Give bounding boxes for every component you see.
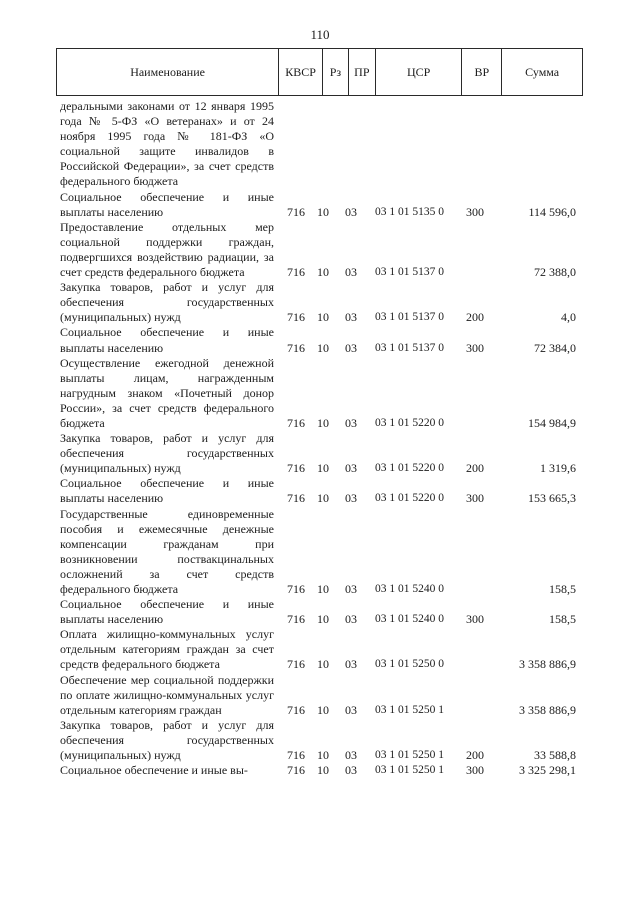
cell-sum: 33 588,8: [534, 748, 576, 763]
header-sum: Сумма: [525, 64, 560, 79]
table-row: [0, 431, 640, 476]
cell-kvsr: 716: [287, 763, 305, 778]
header-kvsr: КВСР: [279, 49, 323, 95]
cell-kvsr: 716: [287, 702, 305, 717]
table-row: [0, 627, 640, 672]
header-csr: ЦСР: [376, 49, 463, 95]
table-row: [0, 673, 640, 718]
cell-pr: 03: [345, 310, 357, 325]
cell-kvsr: 716: [287, 612, 305, 627]
cell-rz: 10: [317, 461, 329, 476]
cell-sum: 158,5: [549, 612, 576, 627]
cell-rz: 10: [317, 612, 329, 627]
table-row: [0, 718, 640, 763]
cell-rz: 10: [317, 702, 329, 717]
table-row: [0, 597, 640, 627]
cell-csr: 03 1 01 5220 0: [375, 492, 444, 505]
cell-name: Осуществление ежегодной денежной выплаты лицам, награжденным нагрудным знаком «Почетный донор России», за счет средств федерального бюджета: [60, 355, 274, 430]
cell-pr: 03: [345, 763, 357, 778]
cell-name: Закупка товаров, работ и услуг для обеспечения государственных (муниципальных) нужд: [60, 431, 274, 476]
cell-vr: 300: [466, 612, 484, 627]
cell-sum: 3 358 886,9: [519, 657, 576, 672]
cell-rz: 10: [317, 763, 329, 778]
cell-kvsr: 716: [287, 265, 305, 280]
cell-name: Закупка товаров, работ и услуг для обеспечения государственных (муниципальных) нужд: [60, 717, 274, 763]
cell-rz: 10: [317, 748, 329, 763]
table-row: [0, 190, 640, 220]
cell-rz: 10: [317, 340, 329, 355]
cell-csr: 03 1 01 5250 1: [375, 749, 444, 762]
cell-pr: 03: [345, 265, 357, 280]
cell-pr: 03: [345, 702, 357, 717]
cell-rz: 10: [317, 204, 329, 219]
cell-csr: 03 1 01 5220 0: [375, 416, 444, 429]
cell-name: Обеспечение мер социальной поддержки по оплате жилищно-коммунальных услуг отдельным категориям граждан: [60, 672, 274, 717]
cell-rz: 10: [317, 582, 329, 596]
cell-sum: 72 384,0: [534, 340, 576, 355]
cell-pr: 03: [345, 204, 357, 219]
cell-csr: 03 1 01 5250 1: [375, 764, 444, 777]
cell-csr: 03 1 01 5137 0: [375, 266, 444, 279]
cell-rz: 10: [317, 657, 329, 672]
cell-sum: 3 325 298,1: [519, 763, 576, 778]
cell-pr: 03: [345, 612, 357, 627]
cell-name: Социальное обеспечение и иные выплаты населению: [60, 189, 274, 219]
table-header: [56, 48, 583, 96]
cell-name: Государственные единовременные пособия и ежемесячные денежные компенсации гражданам при возникновении поствакцинальных осложнений за счет средств федерального бюджета: [60, 506, 274, 596]
cell-sum: 153 665,3: [528, 491, 576, 506]
table-row: [0, 280, 640, 325]
cell-csr: 03 1 01 5240 0: [375, 583, 444, 595]
cell-sum: 72 388,0: [534, 265, 576, 280]
cell-name: Социальное обеспечение и иные вы-: [60, 763, 248, 778]
table-row: [0, 356, 640, 431]
cell-name: Предоставление отдельных мер социальной поддержки граждан, подвергшихся воздействию радиации, за счет средств федерального бюджета: [60, 219, 274, 280]
cell-name: Закупка товаров, работ и услуг для обеспечения государственных (муниципальных) нужд: [60, 280, 274, 325]
cell-csr: 03 1 01 5250 1: [375, 703, 444, 716]
header-vr: ВР: [462, 49, 502, 95]
cell-sum: 3 358 886,9: [519, 702, 576, 717]
table-row: [0, 325, 640, 355]
header-rz: Рз: [323, 49, 349, 95]
cell-pr: 03: [345, 657, 357, 672]
table-body: [0, 99, 640, 778]
cell-rz: 10: [317, 415, 329, 430]
cell-name: Оплата жилищно-коммунальных услуг отдельным категориям граждан за счет средств федерального бюджета: [60, 627, 274, 672]
cell-rz: 10: [317, 310, 329, 325]
page-number: 110: [310, 27, 330, 42]
table-row: [0, 507, 640, 598]
cell-name: Социальное обеспечение и иные выплаты населению: [60, 325, 274, 355]
header-name: Наименование: [57, 49, 279, 95]
cell-sum: 114 596,0: [528, 204, 576, 219]
cell-kvsr: 716: [287, 340, 305, 355]
cell-sum: 154 984,9: [528, 415, 576, 430]
cell-vr: 200: [466, 310, 484, 325]
cell-name: деральными законами от 12 января 1995 года № 5-ФЗ «О ветеранах» и от 24 ноября 1995 года № 181-ФЗ «О социальной защите инвалидов в Российской Федерации», за счет средств федерального бюджета: [60, 99, 274, 189]
cell-pr: 03: [345, 491, 357, 506]
cell-pr: 03: [345, 415, 357, 430]
cell-sum: 4,0: [561, 310, 576, 325]
cell-kvsr: 716: [287, 415, 305, 430]
cell-csr: 03 1 01 5135 0: [375, 205, 444, 218]
cell-pr: 03: [345, 340, 357, 355]
table-row: [0, 99, 640, 190]
table-row: [0, 220, 640, 280]
cell-csr: 03 1 01 5240 0: [375, 613, 444, 626]
cell-kvsr: 716: [287, 491, 305, 506]
cell-vr: 300: [466, 204, 484, 219]
cell-pr: 03: [345, 461, 357, 476]
cell-rz: 10: [317, 491, 329, 506]
cell-name: Социальное обеспечение и иные выплаты населению: [60, 597, 274, 627]
cell-kvsr: 716: [287, 582, 305, 596]
cell-vr: 200: [466, 461, 484, 476]
table-row: [0, 763, 640, 778]
table-row: [0, 476, 640, 506]
cell-vr: 300: [466, 340, 484, 355]
cell-kvsr: 716: [287, 310, 305, 325]
cell-name: Социальное обеспечение и иные выплаты населению: [60, 476, 274, 506]
cell-sum: 1 319,6: [540, 461, 576, 476]
cell-kvsr: 716: [287, 461, 305, 476]
cell-sum: 158,5: [549, 582, 576, 596]
cell-vr: 200: [466, 748, 484, 763]
cell-csr: 03 1 01 5137 0: [375, 341, 444, 354]
header-pr: ПР: [349, 49, 376, 95]
cell-kvsr: 716: [287, 657, 305, 672]
cell-csr: 03 1 01 5220 0: [375, 462, 444, 475]
cell-csr: 03 1 01 5137 0: [375, 311, 444, 324]
cell-csr: 03 1 01 5250 0: [375, 658, 444, 671]
cell-pr: 03: [345, 582, 357, 596]
cell-rz: 10: [317, 265, 329, 280]
cell-kvsr: 716: [287, 748, 305, 763]
cell-kvsr: 716: [287, 204, 305, 219]
cell-vr: 300: [466, 763, 484, 778]
cell-pr: 03: [345, 748, 357, 763]
cell-vr: 300: [466, 491, 484, 506]
